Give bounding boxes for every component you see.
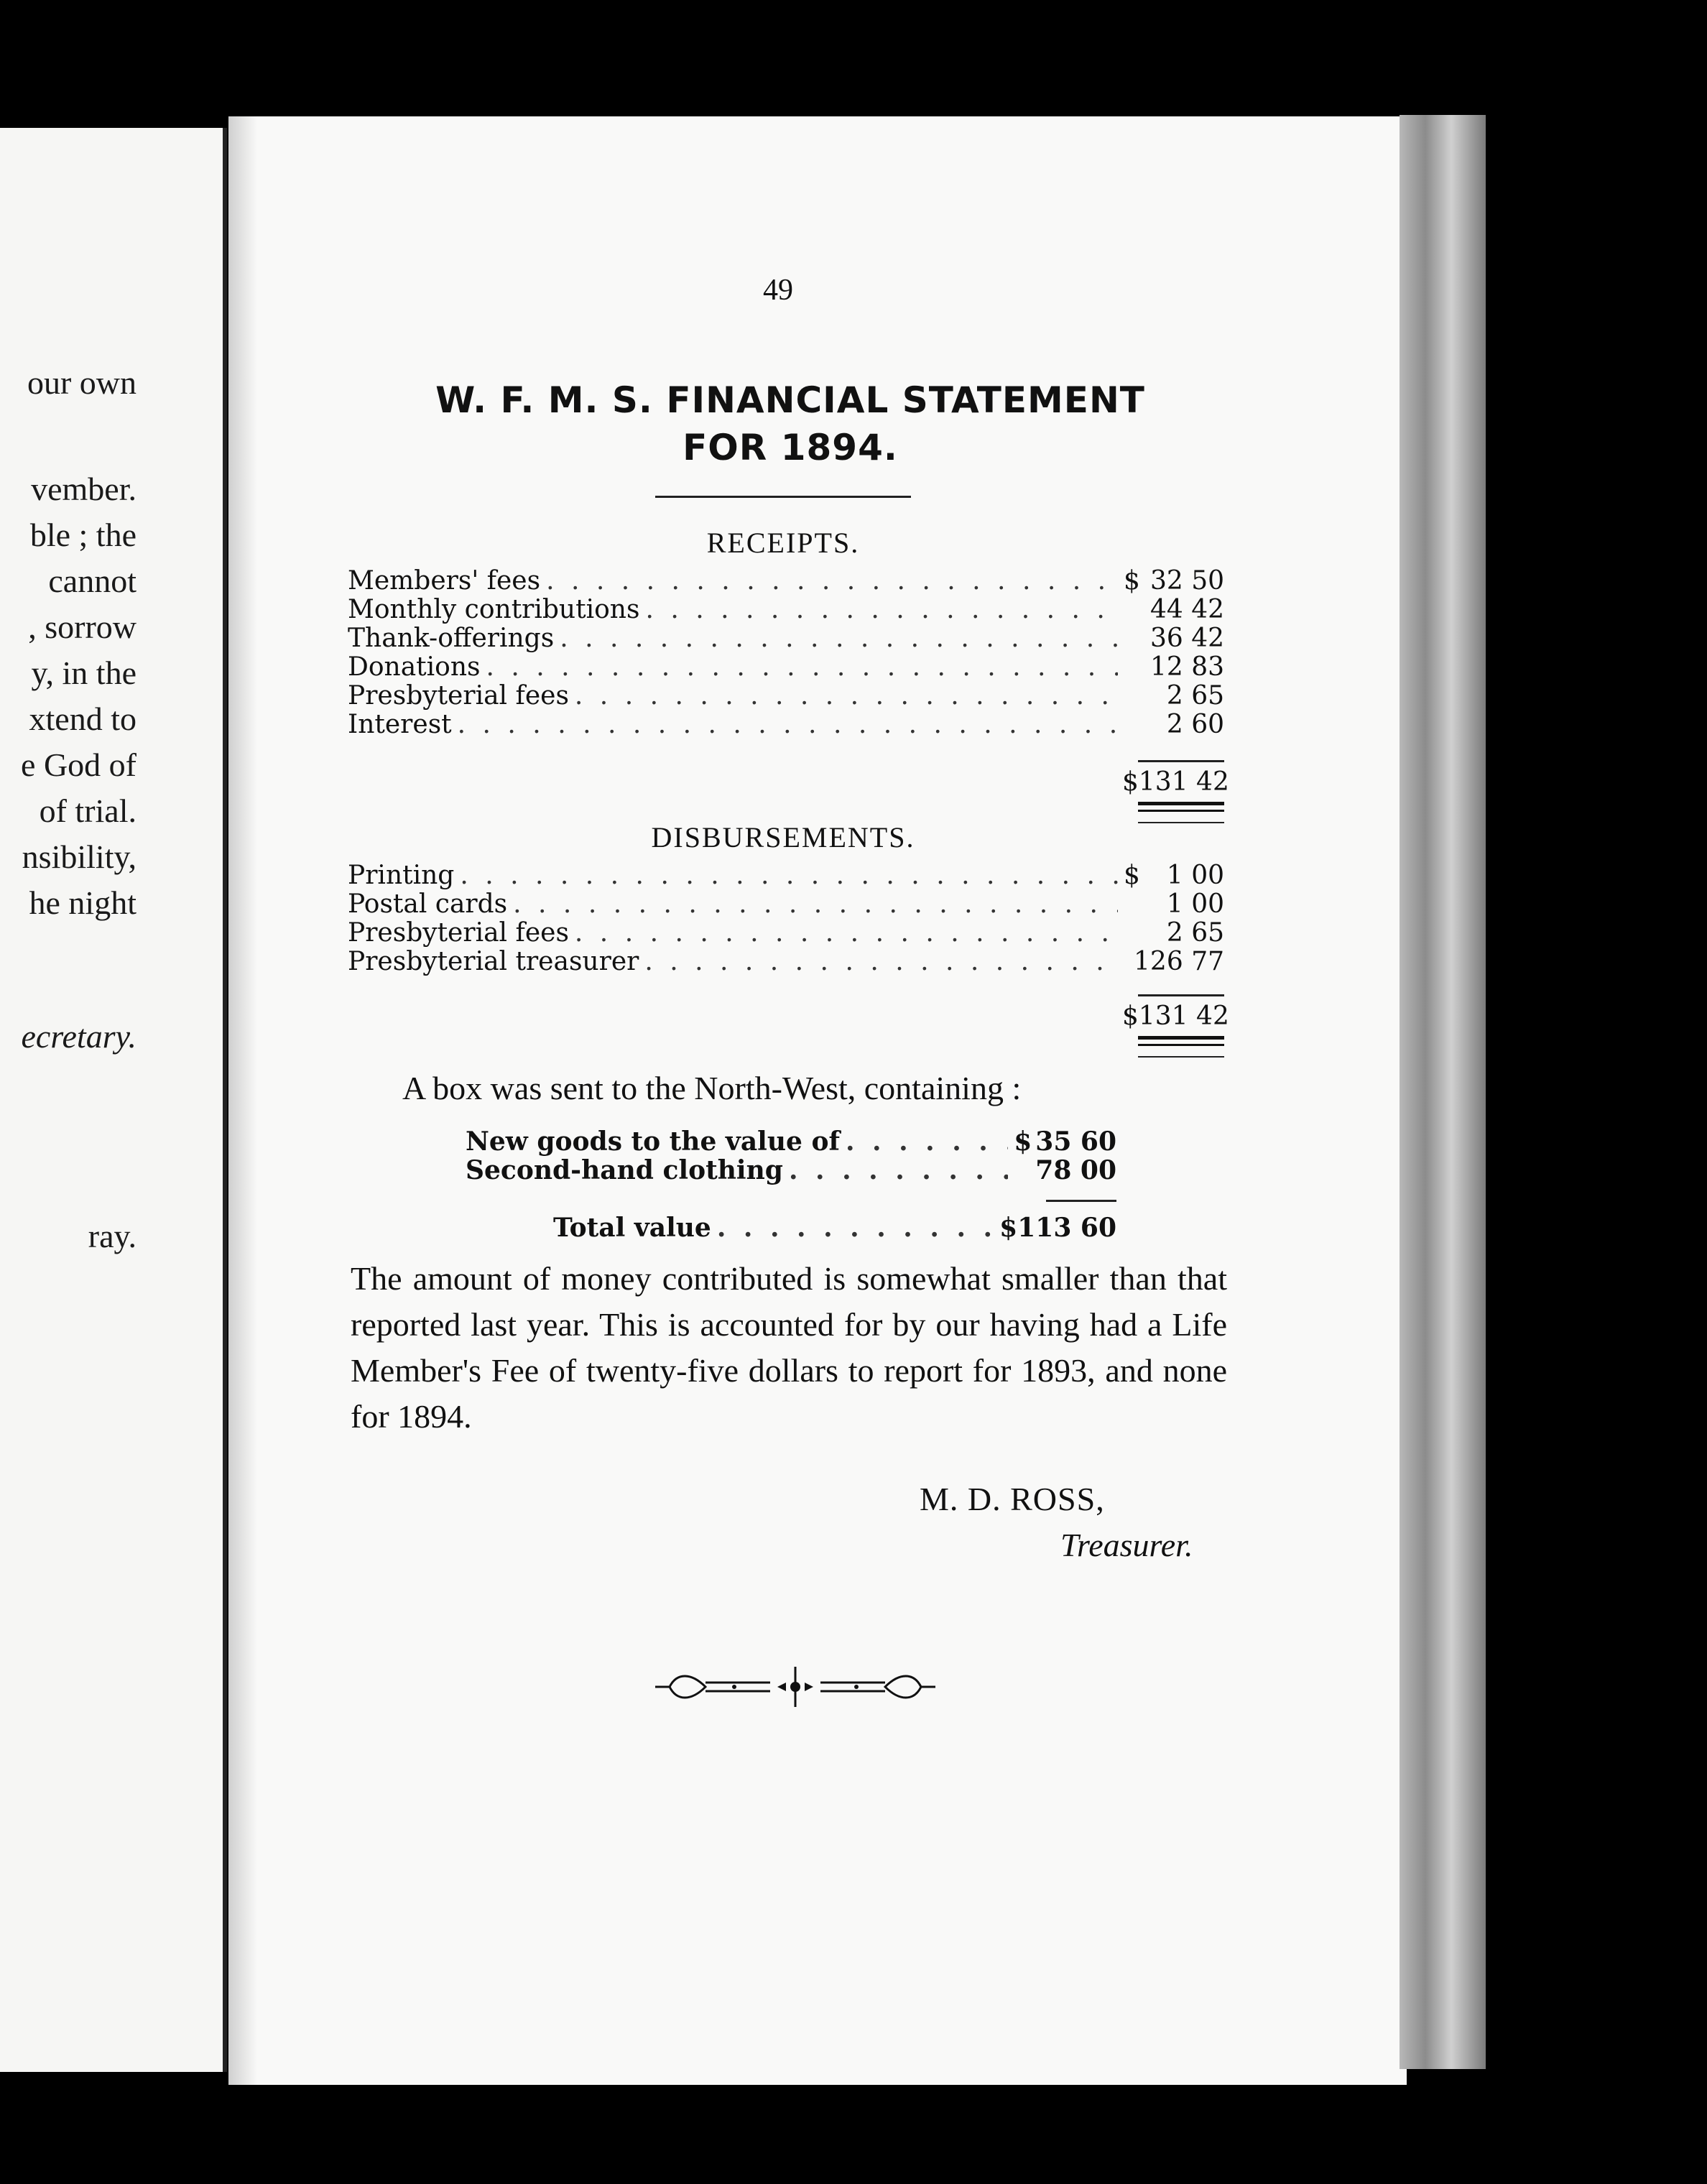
row-label: Thank-offerings bbox=[348, 624, 555, 653]
leader-dots bbox=[846, 1126, 1008, 1157]
row-label: Members' fees bbox=[348, 566, 541, 596]
left-page-fragment: xtend to bbox=[29, 700, 137, 737]
page-edge bbox=[1400, 115, 1486, 2069]
disbursements-total: $131 42 bbox=[1122, 1001, 1229, 1031]
row-amount: 2 65 bbox=[1166, 681, 1224, 711]
total-amount: $113 60 bbox=[999, 1213, 1116, 1243]
table-row bbox=[466, 1126, 1116, 1155]
table-row bbox=[348, 861, 1224, 889]
total-underline bbox=[1138, 1056, 1224, 1058]
leader-dots bbox=[458, 710, 1118, 739]
disbursements-table bbox=[348, 861, 1224, 976]
disbursements-heading: DISBURSEMENTS. bbox=[651, 821, 915, 853]
row-amount: 2 60 bbox=[1166, 710, 1224, 739]
left-page-fragment: ecretary. bbox=[21, 1018, 137, 1055]
row-amount: 1 00 bbox=[1166, 889, 1224, 919]
signature-title: Treasurer. bbox=[1060, 1527, 1193, 1563]
table-row bbox=[348, 652, 1224, 681]
row-label: Presbyterial fees bbox=[348, 918, 569, 948]
leader-dots bbox=[486, 652, 1119, 682]
row-amount: 126 77 bbox=[1134, 947, 1224, 976]
total-double-rule bbox=[1138, 1036, 1224, 1046]
left-page-fragment: ray. bbox=[88, 1218, 137, 1254]
receipts-heading: RECEIPTS. bbox=[706, 527, 860, 559]
leader-dots bbox=[575, 918, 1118, 948]
row-label: Monthly contributions bbox=[348, 595, 640, 624]
row-amount: 32 50 bbox=[1149, 566, 1224, 596]
left-page-fragment: vember. bbox=[31, 471, 137, 507]
row-amount: 12 83 bbox=[1149, 652, 1224, 682]
signature-name: M. D. ROSS, bbox=[920, 1481, 1105, 1517]
spine-shadow bbox=[228, 116, 257, 2085]
leader-dots bbox=[645, 595, 1118, 624]
row-label: Second-hand clothing bbox=[466, 1155, 783, 1185]
left-page-fragment: of trial. bbox=[39, 792, 137, 829]
row-label: Donations bbox=[348, 652, 481, 682]
left-page-fragment: he night bbox=[29, 884, 137, 921]
table-row bbox=[348, 624, 1224, 652]
leader-dots bbox=[560, 624, 1118, 653]
row-label: Presbyterial fees bbox=[348, 681, 569, 711]
receipts-table bbox=[348, 566, 1224, 739]
closing-paragraph: The amount of money contributed is somewhat smaller than that reported last year. This is accounted for by our having had a Life Member's Fee of twenty-five dollars to report for 1893, and none for 1894. bbox=[351, 1260, 1227, 1435]
sum-rule bbox=[1138, 760, 1224, 762]
leader-dots bbox=[575, 681, 1118, 711]
table-row bbox=[348, 566, 1224, 595]
left-page-fragment: cannot bbox=[48, 563, 137, 599]
left-page-fragment: nsibility, bbox=[22, 838, 137, 875]
receipts-total: $131 42 bbox=[1122, 767, 1229, 797]
left-page-fragment: ble ; the bbox=[29, 517, 137, 553]
leader-dots bbox=[460, 861, 1118, 890]
table-row bbox=[348, 681, 1224, 710]
row-amount: 44 42 bbox=[1149, 595, 1224, 624]
table-row bbox=[348, 595, 1224, 624]
table-row bbox=[466, 1155, 1116, 1184]
left-page-fragment: y, in the bbox=[31, 654, 137, 691]
row-currency: $ bbox=[1014, 1126, 1032, 1157]
page-number: 49 bbox=[763, 274, 793, 307]
row-label: Presbyterial treasurer bbox=[348, 947, 639, 976]
leader-dots bbox=[717, 1213, 994, 1243]
row-label: Postal cards bbox=[348, 889, 508, 919]
table-row bbox=[348, 889, 1224, 918]
box-intro: A box was sent to the North-West, containing : bbox=[402, 1070, 1022, 1106]
row-amount: 36 42 bbox=[1149, 624, 1224, 653]
decorative-ornament-icon bbox=[655, 1665, 935, 1708]
left-page-fragment: , sorrow bbox=[28, 609, 137, 645]
title-divider bbox=[655, 496, 911, 498]
sum-rule bbox=[1138, 994, 1224, 996]
table-row bbox=[348, 947, 1224, 976]
total-double-rule bbox=[1138, 802, 1224, 812]
left-page-fragment: e God of bbox=[21, 746, 137, 783]
page-title-line-1: W. F. M. S. FINANCIAL STATEMENT bbox=[435, 379, 1145, 421]
table-row bbox=[553, 1213, 1116, 1241]
row-amount: 35 60 bbox=[1035, 1126, 1116, 1157]
row-currency: $ bbox=[1124, 566, 1140, 596]
row-label: Interest bbox=[348, 710, 452, 739]
page-title-line-2: FOR 1894. bbox=[683, 427, 898, 468]
left-facing-page bbox=[0, 128, 227, 2072]
row-currency: $ bbox=[1124, 861, 1140, 890]
row-amount: 1 00 bbox=[1166, 861, 1224, 890]
box-total bbox=[553, 1213, 1116, 1241]
row-label: New goods to the value of bbox=[466, 1126, 840, 1157]
row-amount: 2 65 bbox=[1166, 918, 1224, 948]
table-row bbox=[348, 918, 1224, 947]
row-amount: 78 00 bbox=[1035, 1155, 1116, 1185]
leader-dots bbox=[644, 947, 1106, 976]
box-contents-table bbox=[466, 1126, 1116, 1184]
left-page-fragment: our own bbox=[27, 364, 137, 401]
row-label: Printing bbox=[348, 861, 455, 890]
total-label: Total value bbox=[553, 1213, 711, 1243]
table-row bbox=[348, 710, 1224, 739]
leader-dots bbox=[513, 889, 1118, 919]
leader-dots bbox=[546, 566, 1118, 596]
leader-dots bbox=[789, 1155, 1008, 1185]
sum-rule bbox=[1046, 1200, 1116, 1202]
